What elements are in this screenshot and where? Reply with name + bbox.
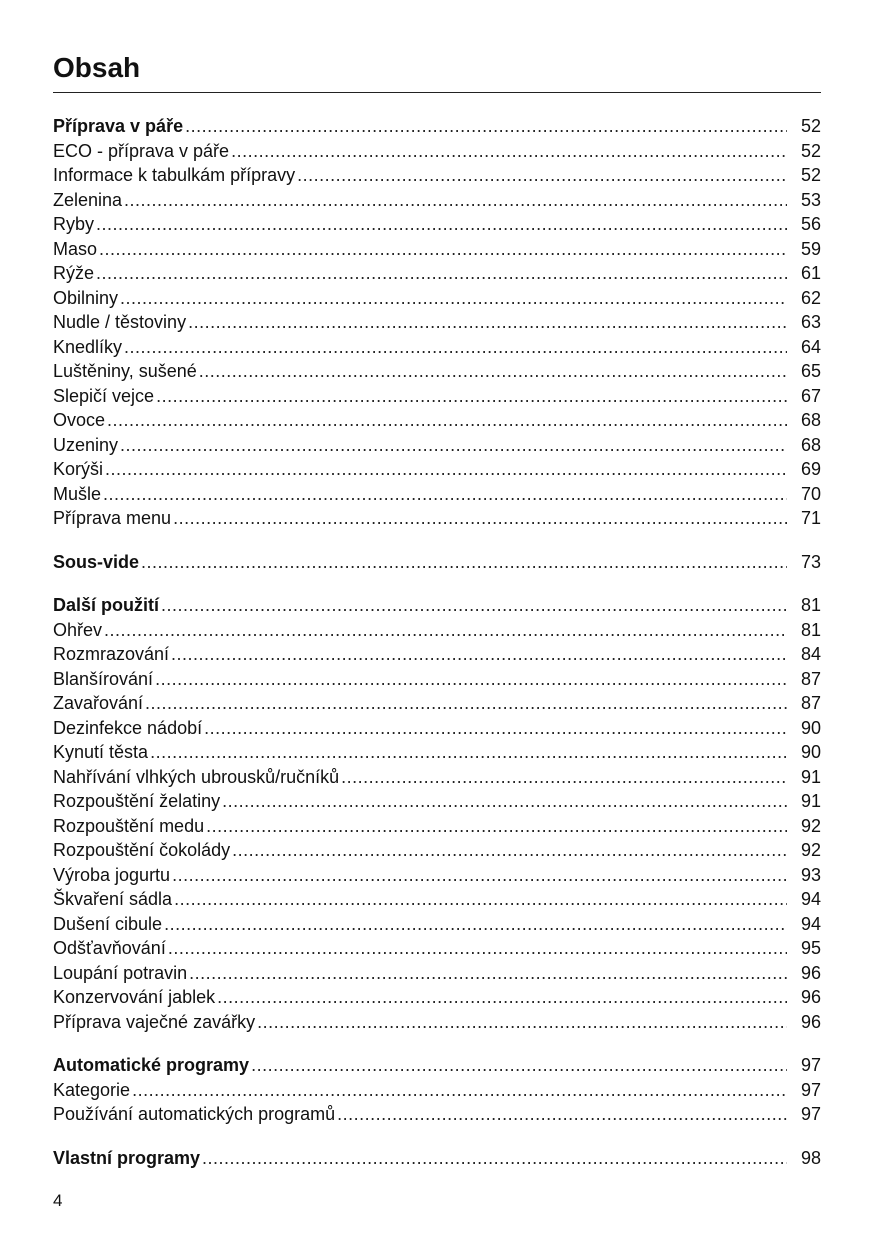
dot-leader xyxy=(185,114,787,139)
toc-entry-page: 90 xyxy=(800,717,821,738)
dot-leader xyxy=(189,961,787,986)
toc-entry-page: 96 xyxy=(800,987,821,1007)
dot-leader xyxy=(99,237,787,262)
toc-entry-label: Automatické programy xyxy=(53,1055,250,1075)
toc-entry[interactable] xyxy=(53,506,821,531)
toc-entry-page: 96 xyxy=(800,1011,821,1032)
dot-leader xyxy=(199,359,787,384)
dot-leader xyxy=(164,912,787,937)
dot-leader xyxy=(168,936,787,961)
toc-entry-page: 52 xyxy=(800,165,821,185)
toc-entry-page: 92 xyxy=(800,815,821,836)
toc-entry-page: 81 xyxy=(800,595,821,615)
toc-entry-page: 93 xyxy=(800,864,821,885)
toc-entry-page: 67 xyxy=(800,385,821,406)
toc-entry-page: 91 xyxy=(800,791,821,811)
toc-entry-label: Mušle xyxy=(53,483,102,504)
toc-entry-page: 94 xyxy=(800,889,821,909)
dot-leader xyxy=(257,1010,787,1035)
toc-entry[interactable] xyxy=(53,457,821,482)
toc-entry-page: 96 xyxy=(800,962,821,983)
dot-leader xyxy=(222,789,787,814)
toc-entry[interactable] xyxy=(53,961,821,986)
table-of-contents xyxy=(53,114,821,1189)
toc-entry[interactable] xyxy=(53,912,821,937)
toc-entry-page: 73 xyxy=(800,551,821,572)
dot-leader xyxy=(124,188,787,213)
toc-entry-label: Zavařování xyxy=(53,693,144,713)
toc-entry-label: Kategorie xyxy=(53,1079,131,1100)
toc-entry-label: Kynutí těsta xyxy=(53,742,149,762)
title-divider xyxy=(53,92,821,93)
toc-entry[interactable] xyxy=(53,139,821,164)
toc-entry-label: Loupání potravin xyxy=(53,962,188,983)
toc-entry-page: 70 xyxy=(800,483,821,504)
toc-entry-page: 71 xyxy=(800,508,821,528)
toc-entry[interactable] xyxy=(53,838,821,863)
dot-leader xyxy=(103,482,787,507)
toc-entry-page: 81 xyxy=(800,619,821,640)
toc-entry[interactable] xyxy=(53,1102,821,1127)
toc-entry-label: Slepičí vejce xyxy=(53,385,155,406)
page-title: Obsah xyxy=(53,52,141,83)
toc-section xyxy=(53,550,821,575)
toc-entry-page: 97 xyxy=(800,1104,821,1124)
toc-entry-page: 69 xyxy=(800,459,821,479)
toc-entry-label: Dezinfekce nádobí xyxy=(53,717,203,738)
dot-leader xyxy=(107,408,787,433)
toc-entry-label: Nahřívání vlhkých ubrousků/ručníků xyxy=(53,766,340,787)
toc-entry[interactable] xyxy=(53,237,821,262)
dot-leader xyxy=(161,593,787,618)
toc-entry-page: 95 xyxy=(800,938,821,958)
toc-entry-label: ECO - příprava v páře xyxy=(53,140,230,161)
toc-entry-label: Používání automatických programů xyxy=(53,1104,336,1124)
toc-entry[interactable] xyxy=(53,188,821,213)
dot-leader xyxy=(174,887,787,912)
toc-entry-label: Odšťavňování xyxy=(53,938,166,958)
toc-entry-label: Příprava menu xyxy=(53,508,172,528)
toc-entry[interactable] xyxy=(53,310,821,335)
toc-entry[interactable] xyxy=(53,286,821,311)
toc-entry[interactable] xyxy=(53,642,821,667)
toc-entry-label: Škvaření sádla xyxy=(53,889,173,909)
toc-section-heading[interactable] xyxy=(53,550,821,575)
toc-entry[interactable] xyxy=(53,618,821,643)
toc-entry-label: Rozpouštění želatiny xyxy=(53,791,221,811)
page-number: 4 xyxy=(53,1191,63,1210)
dot-leader xyxy=(171,642,787,667)
toc-entry-label: Sous-vide xyxy=(53,551,140,572)
toc-entry[interactable] xyxy=(53,1010,821,1035)
toc-entry-label: Knedlíky xyxy=(53,336,123,357)
toc-entry-page: 64 xyxy=(800,336,821,357)
dot-leader xyxy=(188,310,787,335)
toc-entry-label: Ryby xyxy=(53,214,95,234)
dot-leader xyxy=(156,384,787,409)
dot-leader xyxy=(120,433,787,458)
toc-entry-page: 65 xyxy=(800,361,821,381)
dot-leader xyxy=(341,765,787,790)
toc-entry-page: 53 xyxy=(800,189,821,210)
dot-leader xyxy=(120,286,787,311)
toc-entry-label: Blanšírování xyxy=(53,668,154,689)
toc-entry-page: 68 xyxy=(800,434,821,455)
toc-entry-label: Obilniny xyxy=(53,287,119,308)
toc-entry-page: 98 xyxy=(800,1147,821,1168)
toc-entry-label: Další použití xyxy=(53,595,160,615)
toc-section-heading[interactable] xyxy=(53,1146,821,1171)
toc-entry[interactable] xyxy=(53,482,821,507)
toc-entry[interactable] xyxy=(53,765,821,790)
toc-entry[interactable] xyxy=(53,408,821,433)
toc-entry[interactable] xyxy=(53,789,821,814)
toc-entry-page: 61 xyxy=(800,263,821,283)
toc-entry-label: Nudle / těstoviny xyxy=(53,312,187,332)
toc-entry[interactable] xyxy=(53,814,821,839)
dot-leader xyxy=(206,814,787,839)
toc-entry-label: Vlastní programy xyxy=(53,1147,201,1168)
dot-leader xyxy=(124,335,787,360)
toc-entry-label: Výroba jogurtu xyxy=(53,864,171,885)
toc-entry[interactable] xyxy=(53,163,821,188)
toc-section xyxy=(53,1146,821,1171)
toc-entry[interactable] xyxy=(53,740,821,765)
toc-entry-page: 92 xyxy=(800,840,821,860)
toc-section-heading[interactable] xyxy=(53,593,821,618)
dot-leader xyxy=(145,691,787,716)
dot-leader xyxy=(251,1053,787,1078)
toc-entry-label: Korýši xyxy=(53,459,104,479)
toc-section xyxy=(53,1053,821,1127)
toc-entry[interactable] xyxy=(53,1078,821,1103)
toc-entry-label: Ohřev xyxy=(53,619,103,640)
toc-entry-label: Rýže xyxy=(53,263,95,283)
toc-entry[interactable] xyxy=(53,359,821,384)
toc-section xyxy=(53,593,821,1034)
toc-entry-label: Dušení cibule xyxy=(53,913,163,934)
toc-entry[interactable] xyxy=(53,261,821,286)
toc-entry[interactable] xyxy=(53,433,821,458)
toc-entry-page: 91 xyxy=(800,766,821,787)
toc-entry[interactable] xyxy=(53,691,821,716)
toc-entry-label: Rozpouštění čokolády xyxy=(53,840,231,860)
dot-leader xyxy=(105,457,787,482)
toc-entry-label: Rozmrazování xyxy=(53,644,170,664)
toc-entry-page: 59 xyxy=(800,238,821,259)
toc-entry-page: 90 xyxy=(800,742,821,762)
toc-entry[interactable] xyxy=(53,716,821,741)
dot-leader xyxy=(217,985,787,1010)
toc-entry-page: 52 xyxy=(800,140,821,161)
toc-entry-page: 97 xyxy=(800,1055,821,1075)
dot-leader xyxy=(96,261,787,286)
toc-entry-page: 84 xyxy=(800,644,821,664)
dot-leader xyxy=(96,212,787,237)
dot-leader xyxy=(141,550,787,575)
toc-entry-label: Příprava v páře xyxy=(53,116,184,136)
toc-entry-label: Luštěniny, sušené xyxy=(53,361,197,381)
toc-entry-label: Konzervování jablek xyxy=(53,987,216,1007)
dot-leader xyxy=(150,740,787,765)
dot-leader xyxy=(231,139,787,164)
toc-entry-page: 97 xyxy=(800,1079,821,1100)
toc-entry[interactable] xyxy=(53,212,821,237)
toc-entry[interactable] xyxy=(53,887,821,912)
toc-entry-label: Rozpouštění medu xyxy=(53,815,205,836)
toc-entry-page: 94 xyxy=(800,913,821,934)
toc-entry-page: 63 xyxy=(800,312,821,332)
dot-leader xyxy=(172,863,787,888)
toc-entry[interactable] xyxy=(53,936,821,961)
toc-entry-page: 56 xyxy=(800,214,821,234)
toc-entry-page: 52 xyxy=(800,116,821,136)
toc-section-heading[interactable] xyxy=(53,1053,821,1078)
toc-entry[interactable] xyxy=(53,985,821,1010)
toc-section xyxy=(53,114,821,531)
toc-entry-label: Ovoce xyxy=(53,410,106,430)
toc-entry[interactable] xyxy=(53,667,821,692)
toc-entry[interactable] xyxy=(53,384,821,409)
dot-leader xyxy=(202,1146,787,1171)
dot-leader xyxy=(232,838,787,863)
toc-entry-label: Příprava vaječné zavářky xyxy=(53,1011,256,1032)
dot-leader xyxy=(297,163,787,188)
toc-entry-label: Uzeniny xyxy=(53,434,119,455)
toc-entry-page: 68 xyxy=(800,410,821,430)
toc-entry[interactable] xyxy=(53,863,821,888)
toc-entry[interactable] xyxy=(53,335,821,360)
toc-entry-page: 62 xyxy=(800,287,821,308)
toc-entry-page: 87 xyxy=(800,693,821,713)
dot-leader xyxy=(173,506,787,531)
dot-leader xyxy=(204,716,787,741)
toc-entry-label: Informace k tabulkám přípravy xyxy=(53,165,296,185)
dot-leader xyxy=(337,1102,787,1127)
toc-entry-page: 87 xyxy=(800,668,821,689)
toc-entry-label: Zelenina xyxy=(53,189,123,210)
toc-entry-label: Maso xyxy=(53,238,98,259)
toc-section-heading[interactable] xyxy=(53,114,821,139)
dot-leader xyxy=(155,667,787,692)
dot-leader xyxy=(104,618,787,643)
dot-leader xyxy=(132,1078,787,1103)
